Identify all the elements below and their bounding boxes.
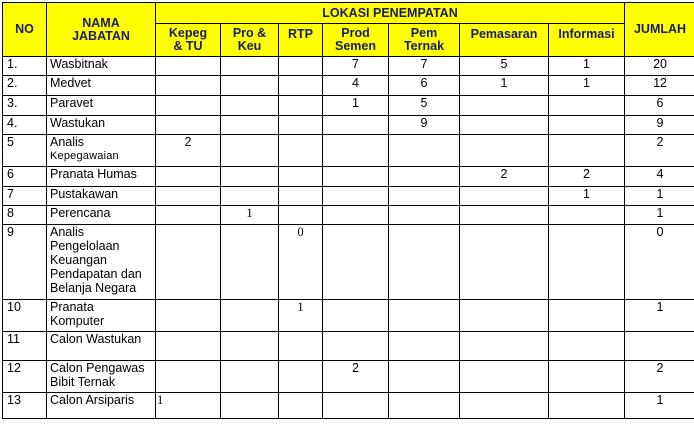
cell-value <box>549 393 625 419</box>
cell-value <box>279 393 323 419</box>
table-row <box>3 332 694 361</box>
table-row <box>3 361 694 393</box>
header-col-line1: Informasi <box>558 27 615 41</box>
cell-jabatan <box>47 135 156 167</box>
cell-jumlah: 20 <box>625 57 694 76</box>
cell-value: 1 <box>279 300 323 332</box>
header-col-line1: Pem <box>410 26 438 40</box>
cell-value <box>389 187 460 206</box>
header-col-line1: Kepeg <box>168 26 208 40</box>
cell-value <box>389 300 460 332</box>
cell-value <box>460 393 549 419</box>
cell-value <box>279 167 323 187</box>
cell-value <box>221 300 279 332</box>
cell-value <box>279 96 323 116</box>
jabatan-line: Perencana <box>50 206 111 220</box>
cell-value: 2 <box>323 361 389 393</box>
table-row <box>3 225 694 300</box>
header-nama-line2: JABATAN <box>72 28 130 43</box>
cell-value <box>460 135 549 167</box>
cell-value <box>221 332 279 361</box>
cell-value <box>279 135 323 167</box>
cell-jumlah: 0 <box>625 225 694 300</box>
header-col-line1: Pemasaran <box>470 27 538 41</box>
cell-value <box>323 187 389 206</box>
cell-jabatan <box>47 225 156 300</box>
cell-value <box>460 187 549 206</box>
header-col-line1: Pro & <box>232 26 267 40</box>
cell-value <box>279 116 323 135</box>
cell-value: 5 <box>389 96 460 116</box>
cell-value <box>323 393 389 419</box>
table-row <box>3 135 694 167</box>
cell-value <box>460 96 549 116</box>
jabatan-line: Calon Pengawas <box>50 361 145 375</box>
header-informasi <box>549 24 625 57</box>
cell-jabatan <box>47 332 156 361</box>
cell-value <box>389 135 460 167</box>
cell-value <box>221 57 279 76</box>
cell-value <box>389 225 460 300</box>
cell-value <box>221 116 279 135</box>
cell-jumlah <box>625 332 694 361</box>
header-col-line2: Ternak <box>403 39 445 53</box>
cell-jumlah: 1 <box>625 206 694 225</box>
table-row <box>3 96 694 116</box>
header-jumlah: JUMLAH <box>625 3 694 57</box>
cell-jumlah: 4 <box>625 167 694 187</box>
table-body <box>3 57 694 419</box>
header-nama-line1: NAMA <box>82 15 120 30</box>
cell-value <box>221 187 279 206</box>
cell-value <box>460 332 549 361</box>
cell-value: 0 <box>279 225 323 300</box>
jabatan-line: Keuangan <box>50 253 108 267</box>
table-row <box>3 300 694 332</box>
jabatan-line: Wastukan <box>50 116 106 130</box>
cell-no: 1. <box>3 57 47 76</box>
cell-value <box>323 300 389 332</box>
jabatan-line: Wasbitnak <box>50 57 108 71</box>
table-row <box>3 76 694 96</box>
cell-value <box>156 361 221 393</box>
cell-value: 7 <box>389 57 460 76</box>
header-col-line1: Prod <box>341 26 370 40</box>
cell-value <box>323 116 389 135</box>
cell-value <box>323 167 389 187</box>
staff-placement-table <box>2 2 694 419</box>
cell-value <box>156 225 221 300</box>
cell-value <box>460 361 549 393</box>
cell-value: 2 <box>156 135 221 167</box>
cell-value <box>460 225 549 300</box>
cell-jumlah: 1 <box>625 300 694 332</box>
cell-value <box>156 187 221 206</box>
cell-value <box>389 361 460 393</box>
cell-jabatan <box>47 361 156 393</box>
cell-value: 7 <box>323 57 389 76</box>
cell-value: 2 <box>549 167 625 187</box>
cell-value: 1 <box>549 187 625 206</box>
cell-no: 9 <box>3 225 47 300</box>
header-col-line2: Keu <box>237 39 262 53</box>
cell-value: 1 <box>156 393 221 419</box>
table-row <box>3 167 694 187</box>
cell-jabatan <box>47 393 156 419</box>
header-nama-jabatan <box>47 3 156 57</box>
cell-value <box>221 167 279 187</box>
jabatan-line: Bibit Ternak <box>50 375 116 389</box>
cell-no: 12 <box>3 361 47 393</box>
cell-value <box>279 332 323 361</box>
cell-value: 2 <box>460 167 549 187</box>
header-col-line1: RTP <box>288 27 313 41</box>
cell-no: 3. <box>3 96 47 116</box>
cell-value: 9 <box>389 116 460 135</box>
table-row <box>3 393 694 419</box>
table-row <box>3 116 694 135</box>
table-row <box>3 187 694 206</box>
jabatan-line: Analis <box>50 225 85 239</box>
cell-value <box>460 206 549 225</box>
cell-no: 4. <box>3 116 47 135</box>
cell-value <box>221 361 279 393</box>
jabatan-line: Komputer <box>50 314 105 328</box>
cell-value <box>460 300 549 332</box>
cell-value <box>221 225 279 300</box>
cell-value <box>323 332 389 361</box>
cell-value <box>221 76 279 96</box>
cell-no: 2. <box>3 76 47 96</box>
cell-value <box>460 116 549 135</box>
jabatan-line: Calon Arsiparis <box>50 393 135 407</box>
jabatan-line: Medvet <box>50 76 91 90</box>
jabatan-line: Pengelolaan <box>50 239 120 253</box>
cell-value <box>549 135 625 167</box>
cell-value: 1 <box>549 57 625 76</box>
jabatan-line: Pendapatan dan <box>50 267 142 281</box>
cell-value: 1 <box>549 76 625 96</box>
cell-value <box>279 206 323 225</box>
cell-jumlah: 12 <box>625 76 694 96</box>
cell-value <box>279 57 323 76</box>
cell-value <box>156 57 221 76</box>
header-rtp <box>279 24 323 57</box>
cell-value <box>156 332 221 361</box>
cell-value <box>156 206 221 225</box>
cell-value <box>549 332 625 361</box>
cell-value <box>156 96 221 116</box>
header-pem-ternak <box>389 24 460 57</box>
jabatan-line: Pranata Humas <box>50 167 137 181</box>
cell-jumlah: 2 <box>625 361 694 393</box>
cell-no: 6 <box>3 167 47 187</box>
header-kepeg-tu <box>156 24 221 57</box>
cell-jabatan <box>47 116 156 135</box>
cell-value <box>389 393 460 419</box>
header-col-line2: & TU <box>173 39 203 53</box>
jabatan-line: Paravet <box>50 96 94 110</box>
cell-value: 5 <box>460 57 549 76</box>
header-prod-semen <box>323 24 389 57</box>
cell-value <box>389 206 460 225</box>
cell-jumlah: 6 <box>625 96 694 116</box>
cell-no: 8 <box>3 206 47 225</box>
cell-value <box>156 76 221 96</box>
jabatan-line: Calon Wastukan <box>50 332 142 346</box>
header-no: NO <box>3 3 47 57</box>
cell-jabatan <box>47 187 156 206</box>
cell-jumlah: 2 <box>625 135 694 167</box>
cell-value <box>549 116 625 135</box>
cell-value: 6 <box>389 76 460 96</box>
cell-value <box>389 332 460 361</box>
cell-value <box>549 361 625 393</box>
cell-value <box>549 300 625 332</box>
cell-value <box>279 361 323 393</box>
header-pemasaran <box>460 24 549 57</box>
cell-value: 1 <box>221 206 279 225</box>
cell-jabatan <box>47 76 156 96</box>
cell-jabatan <box>47 300 156 332</box>
cell-value <box>156 167 221 187</box>
table-row <box>3 57 694 76</box>
cell-jabatan <box>47 167 156 187</box>
jabatan-line: Pranata <box>50 300 94 314</box>
cell-no: 11 <box>3 332 47 361</box>
cell-value <box>323 206 389 225</box>
cell-jumlah: 1 <box>625 393 694 419</box>
cell-jabatan <box>47 206 156 225</box>
cell-jabatan <box>47 57 156 76</box>
cell-value <box>156 116 221 135</box>
table-row <box>3 206 694 225</box>
cell-value <box>156 300 221 332</box>
cell-value: 1 <box>323 96 389 116</box>
cell-value <box>323 135 389 167</box>
cell-no: 10 <box>3 300 47 332</box>
jabatan-line: Pustakawan <box>50 187 119 201</box>
header-pro-keu <box>221 24 279 57</box>
header-lokasi-penempatan: LOKASI PENEMPATAN <box>156 3 625 24</box>
jabatan-line: Belanja Negara <box>50 281 137 295</box>
cell-jumlah: 9 <box>625 116 694 135</box>
cell-no: 7 <box>3 187 47 206</box>
cell-no: 5 <box>3 135 47 167</box>
cell-value <box>279 187 323 206</box>
jabatan-line: Kepegawaian <box>50 150 119 162</box>
cell-jabatan <box>47 96 156 116</box>
jabatan-line: Analis <box>50 135 85 149</box>
cell-value <box>323 225 389 300</box>
cell-value: 1 <box>460 76 549 96</box>
cell-value <box>221 96 279 116</box>
cell-value <box>389 167 460 187</box>
cell-value: 4 <box>323 76 389 96</box>
cell-value <box>221 135 279 167</box>
cell-no: 13 <box>3 393 47 419</box>
cell-value <box>221 393 279 419</box>
cell-jumlah: 1 <box>625 187 694 206</box>
cell-value <box>549 225 625 300</box>
cell-value <box>279 76 323 96</box>
cell-value <box>549 96 625 116</box>
header-col-line2: Semen <box>335 39 376 53</box>
cell-value <box>549 206 625 225</box>
